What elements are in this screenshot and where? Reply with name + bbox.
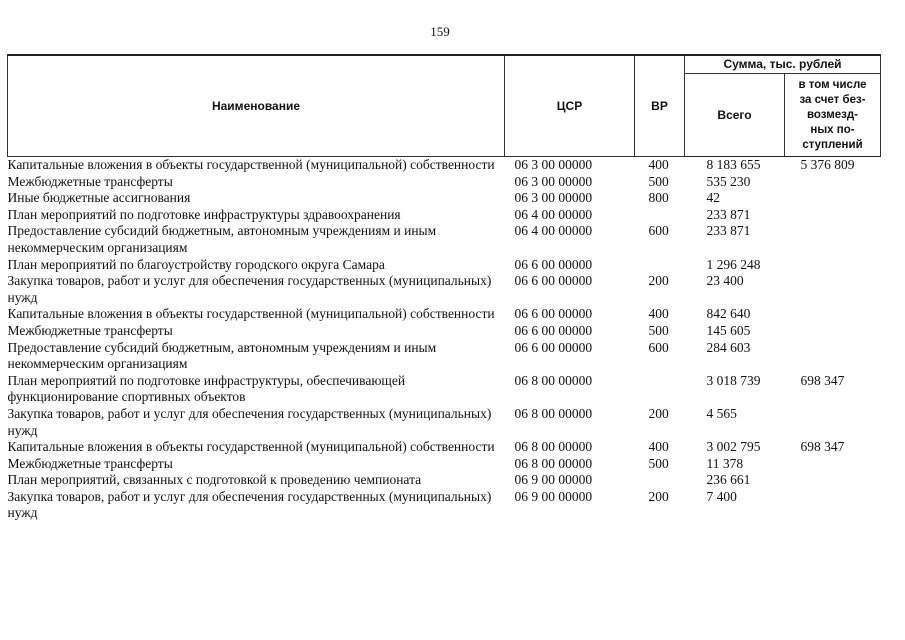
cell-vr: 600 bbox=[648, 339, 669, 355]
table-row bbox=[8, 273, 881, 306]
table-row bbox=[8, 223, 881, 256]
cell-csr: 06 9 00 00000 bbox=[514, 488, 593, 504]
cell-name: План мероприятий по подготовке инфраструктуры здравоохранения bbox=[7, 206, 401, 222]
cell-total: 3 018 739 bbox=[706, 372, 761, 388]
cell-csr: 06 8 00 00000 bbox=[514, 439, 593, 455]
cell-total: 233 871 bbox=[706, 206, 751, 222]
cell-vr bbox=[635, 373, 685, 406]
cell-incl bbox=[785, 340, 881, 373]
cell-name: Закупка товаров, работ и услуг для обеспечения государственных (муниципальных) нужд bbox=[7, 488, 492, 521]
table-row bbox=[8, 340, 881, 373]
cell-csr: 06 6 00 00000 bbox=[514, 339, 593, 355]
header-incl bbox=[785, 74, 881, 157]
header-sum-group: Сумма, тыс. рублей bbox=[685, 55, 881, 74]
cell-csr: 06 4 00 00000 bbox=[514, 223, 593, 239]
cell-incl: 698 347 bbox=[800, 439, 845, 455]
cell-name: План мероприятий, связанных с подготовкой к проведению чемпионата bbox=[7, 472, 422, 488]
cell-csr: 06 8 00 00000 bbox=[514, 372, 593, 388]
table-row bbox=[8, 157, 881, 174]
cell-csr: 06 6 00 00000 bbox=[514, 273, 593, 289]
table-row bbox=[8, 406, 881, 439]
table-row bbox=[8, 472, 881, 489]
table-row bbox=[8, 439, 881, 456]
cell-vr: 500 bbox=[648, 173, 669, 189]
cell-total: 233 871 bbox=[706, 223, 751, 239]
cell-total: 535 230 bbox=[706, 173, 751, 189]
header-csr: ЦСР bbox=[505, 55, 635, 157]
header-vr: ВР bbox=[635, 55, 685, 157]
cell-name: Закупка товаров, работ и услуг для обеспечения государственных (муниципальных) нужд bbox=[7, 273, 492, 305]
cell-incl bbox=[785, 472, 881, 489]
cell-vr bbox=[635, 472, 685, 489]
cell-name: Капитальные вложения в объекты государственной (муниципальной) собственности bbox=[7, 306, 495, 322]
cell-name: Закупка товаров, работ и услуг для обеспечения государственных (муниципальных) нужд bbox=[7, 405, 492, 438]
cell-total: 4 565 bbox=[706, 405, 737, 421]
cell-csr: 06 3 00 00000 bbox=[514, 173, 593, 189]
cell-vr: 500 bbox=[648, 455, 669, 471]
table-row bbox=[8, 174, 881, 191]
cell-total: 284 603 bbox=[706, 339, 751, 355]
cell-vr: 200 bbox=[648, 405, 669, 421]
cell-total: 145 605 bbox=[706, 322, 751, 338]
cell-total: 23 400 bbox=[706, 273, 744, 289]
header-incl-line-4: ных по- bbox=[810, 123, 855, 136]
budget-table bbox=[7, 54, 881, 522]
cell-csr: 06 8 00 00000 bbox=[514, 455, 593, 471]
cell-incl bbox=[785, 174, 881, 191]
table-row bbox=[8, 489, 881, 522]
table-body bbox=[8, 157, 881, 523]
header-total: Всего bbox=[685, 74, 785, 157]
cell-name: План мероприятий по подготовке инфраструктуры, обеспечивающей функционирование спортивных объектов bbox=[7, 372, 406, 405]
cell-vr: 200 bbox=[648, 273, 669, 289]
cell-vr: 400 bbox=[648, 306, 669, 322]
cell-total: 8 183 655 bbox=[706, 157, 761, 172]
cell-csr: 06 9 00 00000 bbox=[514, 472, 593, 488]
cell-incl: 698 347 bbox=[800, 372, 845, 388]
cell-incl bbox=[785, 207, 881, 224]
table-row bbox=[8, 306, 881, 323]
cell-vr: 600 bbox=[648, 223, 669, 239]
table-header bbox=[8, 55, 881, 157]
cell-vr: 400 bbox=[648, 439, 669, 455]
cell-vr bbox=[635, 207, 685, 224]
cell-csr: 06 3 00 00000 bbox=[514, 157, 593, 172]
table-row bbox=[8, 456, 881, 473]
cell-total: 11 378 bbox=[706, 455, 744, 471]
cell-name: Межбюджетные трансферты bbox=[7, 173, 173, 189]
cell-csr: 06 6 00 00000 bbox=[514, 306, 593, 322]
cell-incl: 5 376 809 bbox=[800, 157, 855, 172]
cell-incl bbox=[785, 323, 881, 340]
page-number: 159 bbox=[430, 24, 450, 39]
cell-vr: 500 bbox=[648, 322, 669, 338]
cell-csr: 06 4 00 00000 bbox=[514, 206, 593, 222]
cell-vr: 200 bbox=[648, 488, 669, 504]
header-incl-line-2: за счет без- bbox=[799, 93, 866, 106]
cell-incl bbox=[785, 190, 881, 207]
cell-csr: 06 6 00 00000 bbox=[514, 322, 593, 338]
cell-total: 236 661 bbox=[706, 472, 751, 488]
cell-csr: 06 8 00 00000 bbox=[514, 405, 593, 421]
cell-incl bbox=[785, 223, 881, 256]
table-row bbox=[8, 257, 881, 274]
cell-incl bbox=[785, 257, 881, 274]
cell-vr bbox=[635, 257, 685, 274]
cell-incl bbox=[785, 456, 881, 473]
cell-name: Предоставление субсидий бюджетным, автономным учреждениям и иным некоммерческим организациям bbox=[7, 223, 437, 255]
cell-incl bbox=[785, 406, 881, 439]
cell-name: Межбюджетные трансферты bbox=[7, 322, 173, 338]
cell-total: 1 296 248 bbox=[706, 256, 761, 272]
table-row bbox=[8, 323, 881, 340]
cell-name: Капитальные вложения в объекты государственной (муниципальной) собственности bbox=[7, 439, 495, 455]
cell-total: 842 640 bbox=[706, 306, 751, 322]
cell-incl bbox=[785, 489, 881, 522]
cell-name: Межбюджетные трансферты bbox=[7, 455, 173, 471]
cell-name: Предоставление субсидий бюджетным, автономным учреждениям и иным некоммерческим организациям bbox=[7, 339, 437, 372]
cell-incl bbox=[785, 306, 881, 323]
cell-name: Иные бюджетные ассигнования bbox=[7, 190, 191, 206]
cell-csr: 06 6 00 00000 bbox=[514, 256, 593, 272]
header-name: Наименование bbox=[8, 55, 505, 157]
header-incl-line-3: возмезд- bbox=[807, 108, 858, 121]
cell-vr: 800 bbox=[648, 190, 669, 206]
cell-total: 42 bbox=[706, 190, 720, 206]
cell-total: 7 400 bbox=[706, 488, 737, 504]
table-row bbox=[8, 190, 881, 207]
cell-vr: 400 bbox=[648, 157, 669, 172]
header-incl-line-5: ступлений bbox=[802, 138, 863, 151]
table-row bbox=[8, 207, 881, 224]
cell-incl bbox=[785, 273, 881, 306]
cell-csr: 06 3 00 00000 bbox=[514, 190, 593, 206]
cell-total: 3 002 795 bbox=[706, 439, 761, 455]
header-incl-line-1: в том числе bbox=[798, 78, 867, 91]
cell-name: План мероприятий по благоустройству городского округа Самара bbox=[7, 256, 385, 272]
table-row bbox=[8, 373, 881, 406]
cell-name: Капитальные вложения в объекты государственной (муниципальной) собственности bbox=[7, 157, 495, 172]
